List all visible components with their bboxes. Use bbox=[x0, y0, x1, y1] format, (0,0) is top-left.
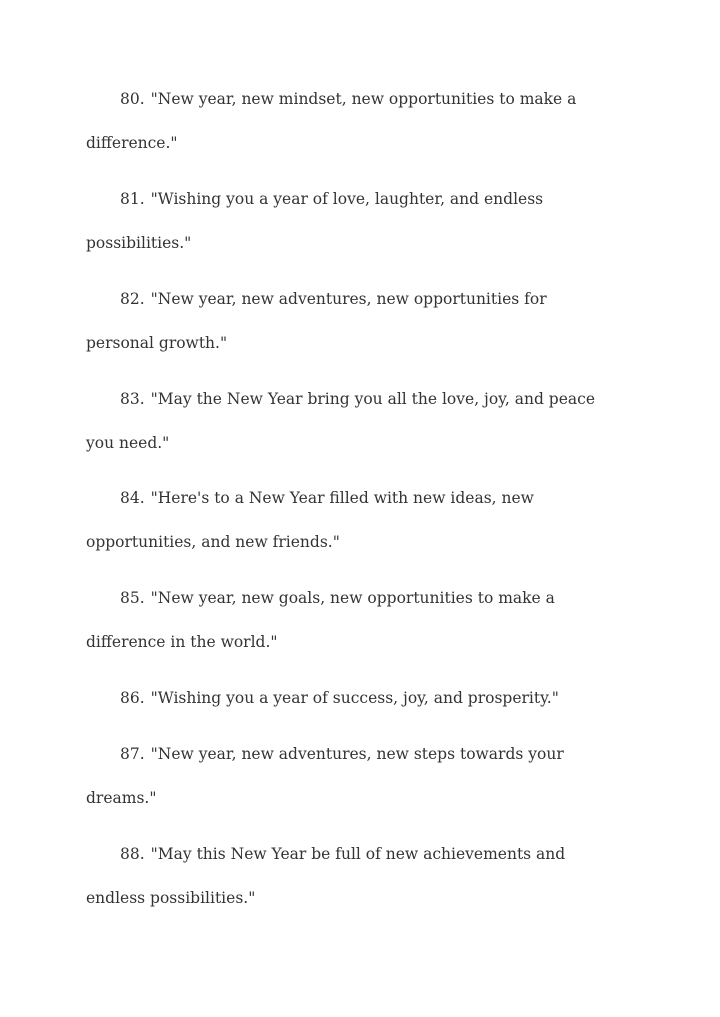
quote-number: 82. bbox=[120, 290, 145, 308]
quote-text-line-1: "Wishing you a year of love, laughter, and endless bbox=[150, 190, 544, 208]
quote-number: 87. bbox=[120, 745, 145, 763]
quote-82 bbox=[86, 277, 646, 365]
quote-text-line-1: "Wishing you a year of success, joy, and prosperity." bbox=[150, 689, 559, 707]
quote-number: 81. bbox=[120, 190, 145, 208]
quote-81 bbox=[86, 177, 646, 265]
quote-85 bbox=[86, 576, 646, 664]
quote-text-line-2: endless possibilities." bbox=[86, 889, 256, 907]
quote-text-line-1: "New year, new adventures, new opportunities for bbox=[150, 290, 547, 308]
quote-text-line-1: "Here's to a New Year filled with new ideas, new bbox=[150, 489, 534, 507]
quote-text-line-2: possibilities." bbox=[86, 234, 192, 252]
quote-80 bbox=[86, 77, 646, 165]
quote-text-line-1: "New year, new adventures, new steps towards your bbox=[150, 745, 564, 763]
quote-86 bbox=[86, 676, 646, 720]
quote-number: 83. bbox=[120, 390, 145, 408]
quote-text-line-2: opportunities, and new friends." bbox=[86, 533, 340, 551]
quote-text-line-1: "May this New Year be full of new achievements and bbox=[150, 845, 566, 863]
quote-text-line-2: difference in the world." bbox=[86, 633, 278, 651]
quote-text-line-2: dreams." bbox=[86, 789, 157, 807]
quote-text-line-2: you need." bbox=[86, 434, 170, 452]
quote-83 bbox=[86, 377, 646, 465]
quote-84 bbox=[86, 476, 646, 564]
quote-number: 80. bbox=[120, 90, 145, 108]
quote-87 bbox=[86, 732, 646, 820]
quote-text-line-1: "New year, new goals, new opportunities to make a bbox=[150, 589, 555, 607]
quote-number: 88. bbox=[120, 845, 145, 863]
quote-number: 84. bbox=[120, 489, 145, 507]
quote-text-line-1: "New year, new mindset, new opportunities to make a bbox=[150, 90, 577, 108]
quote-number: 86. bbox=[120, 689, 145, 707]
quote-text-line-2: difference." bbox=[86, 134, 178, 152]
quote-text-line-1: "May the New Year bring you all the love, joy, and peace bbox=[150, 390, 595, 408]
quote-88 bbox=[86, 832, 646, 920]
quote-text-line-2: personal growth." bbox=[86, 334, 228, 352]
quote-number: 85. bbox=[120, 589, 145, 607]
